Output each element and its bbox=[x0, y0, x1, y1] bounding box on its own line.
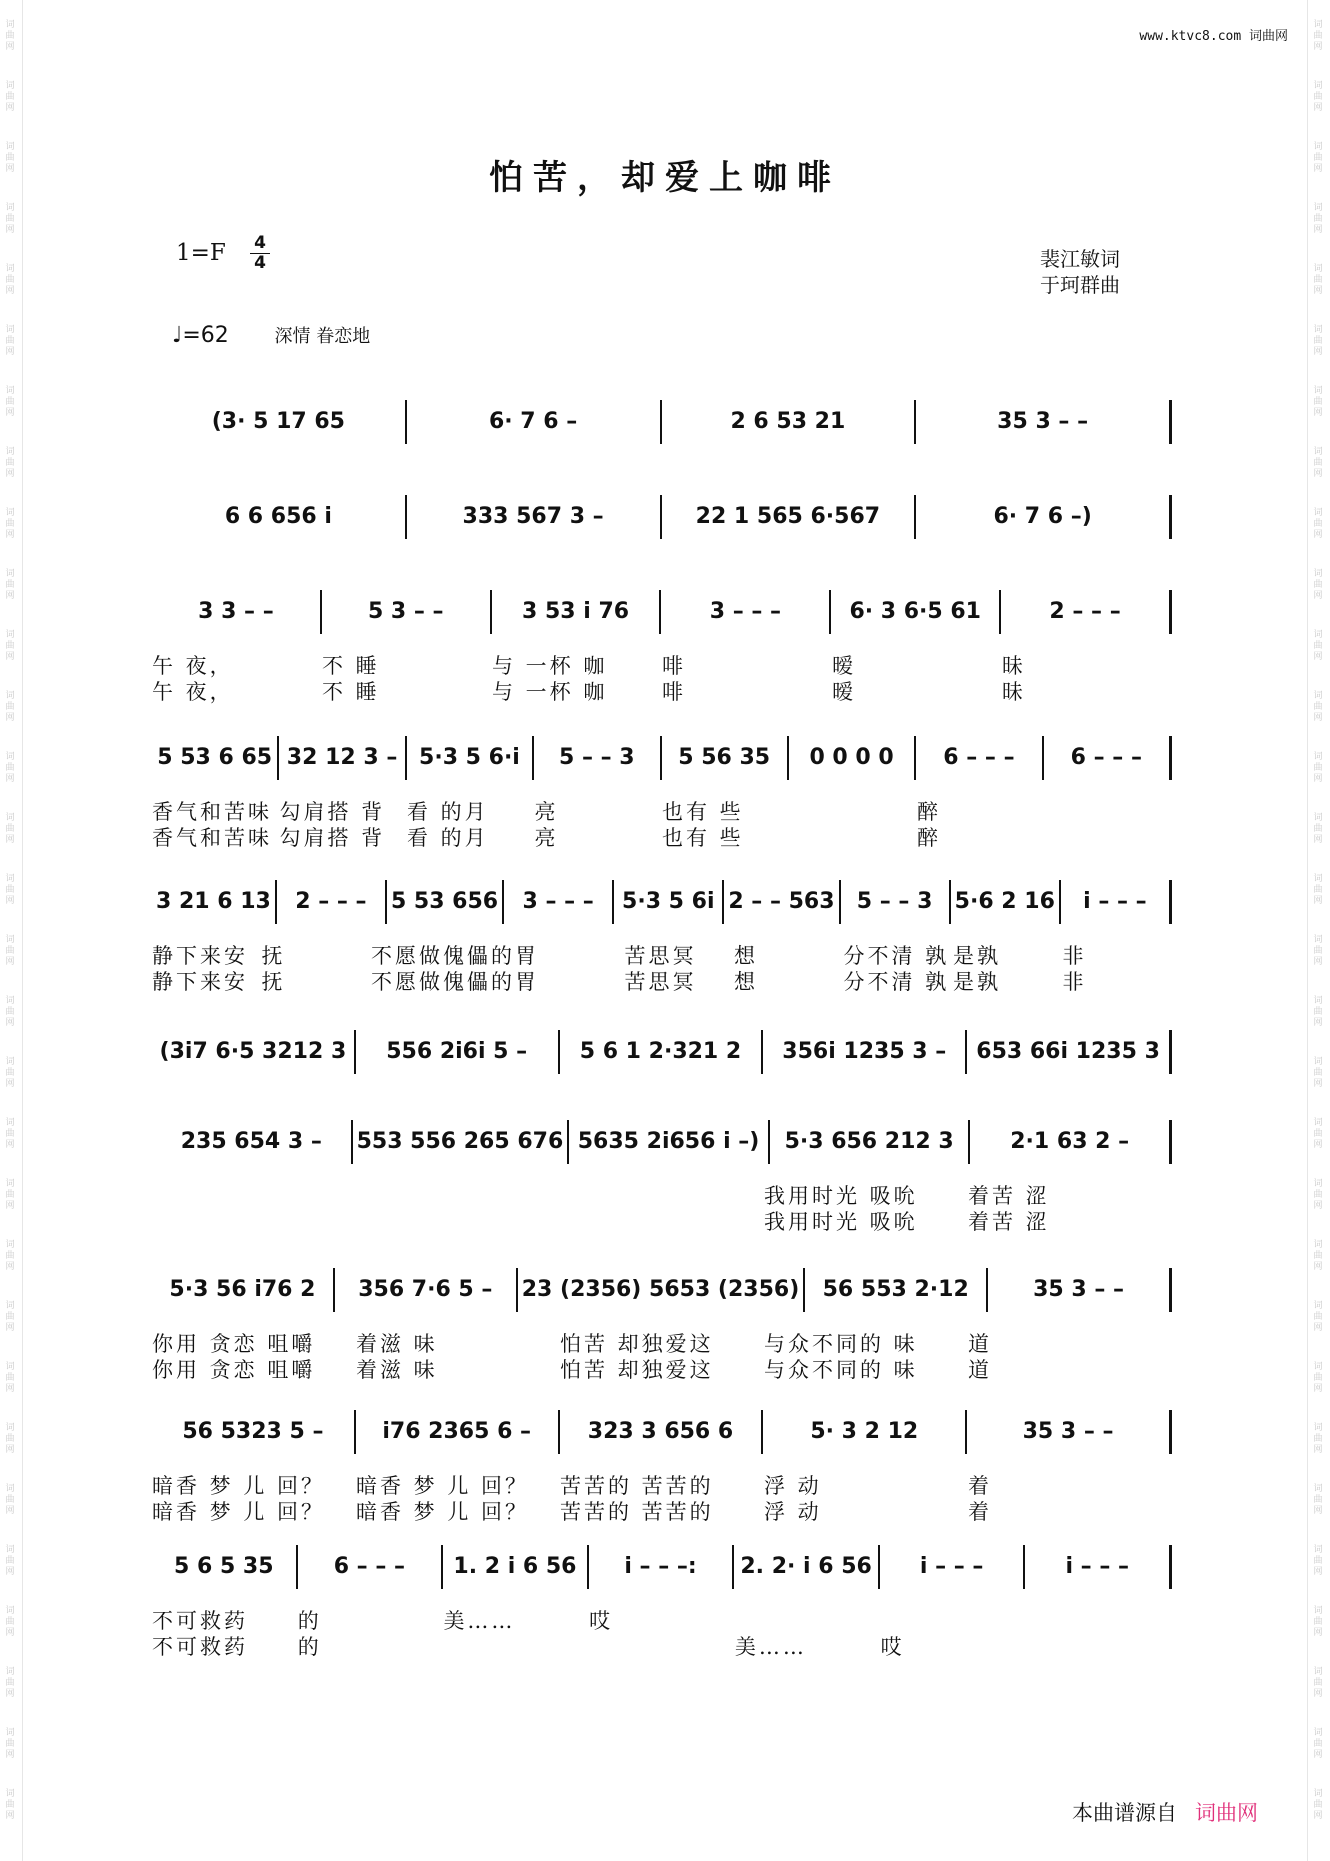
lyric-segment: 不愿做傀儡的 bbox=[371, 970, 515, 994]
lyric-segment: 分不清 孰 bbox=[843, 944, 950, 968]
watermark-text: 词曲网 bbox=[1313, 813, 1323, 845]
lyric-segment: 你用 贪恋 咀嚼 bbox=[152, 1332, 316, 1356]
measure: 356i 1235 3 – bbox=[763, 1030, 967, 1074]
measure: 2 – – 563 bbox=[724, 880, 840, 924]
lyric-line bbox=[152, 1496, 1172, 1526]
measure: 5 – – 3 bbox=[534, 736, 661, 780]
lyric-segment: 你用 贪恋 咀嚼 bbox=[152, 1358, 316, 1382]
measure: i – – – bbox=[880, 1545, 1026, 1589]
watermark-text: 词曲网 bbox=[1313, 1667, 1323, 1699]
watermark-text: 词曲网 bbox=[1313, 1423, 1323, 1455]
lyric-segment: 非 bbox=[1062, 970, 1087, 994]
lyric-segment: 亮 bbox=[534, 826, 559, 850]
source-footer bbox=[1072, 1797, 1258, 1827]
expression-text: 深情 眷恋地 bbox=[274, 326, 371, 347]
watermark-text: 词曲网 bbox=[5, 1301, 15, 1333]
lyric-segment: 我用时光 吸吮 bbox=[764, 1210, 918, 1234]
lyric-segment: 勾肩搭 背 bbox=[279, 826, 386, 850]
watermark-text: 词曲网 bbox=[1313, 1240, 1323, 1272]
measure: (3· 5 17 65 bbox=[152, 400, 407, 444]
measure: 5·3 656 212 3 bbox=[770, 1120, 971, 1164]
watermark-text: 词曲网 bbox=[5, 752, 15, 784]
measure: 5 53 656 bbox=[387, 880, 504, 924]
lyric-segment: 抚 bbox=[261, 970, 286, 994]
measure: 5·6 2 16 bbox=[951, 880, 1061, 924]
watermark-text: 词曲网 bbox=[5, 1484, 15, 1516]
lyric-segment: 静下来安 bbox=[152, 944, 248, 968]
measure: i – – – bbox=[1025, 1545, 1172, 1589]
lyric-segment: 亮 bbox=[534, 800, 559, 824]
lyric-segment: 怕苦 却独爱这 bbox=[560, 1358, 714, 1382]
watermark-text: 词曲网 bbox=[1313, 20, 1323, 52]
measure: 1. 2 i 6 56 bbox=[443, 1545, 589, 1589]
watermark-text: 词曲网 bbox=[5, 569, 15, 601]
score-line bbox=[152, 1120, 1172, 1164]
measure: 5 56 35 bbox=[662, 736, 789, 780]
watermark-text: 词曲网 bbox=[5, 1057, 15, 1089]
time-sig-top: 4 bbox=[254, 233, 266, 253]
lyric-segment bbox=[560, 1206, 764, 1236]
lyric-segment: 着滋 味 bbox=[356, 1358, 438, 1382]
measure: 6 – – – bbox=[298, 1545, 444, 1589]
watermark-text: 词曲网 bbox=[1313, 874, 1323, 906]
measure: 2 6 53 21 bbox=[662, 400, 917, 444]
watermark-text: 词曲网 bbox=[5, 874, 15, 906]
watermark-text: 词曲网 bbox=[1313, 1179, 1323, 1211]
lyric-segment: 也有 些 bbox=[662, 800, 744, 824]
measure: 2. 2· i 6 56 bbox=[734, 1545, 880, 1589]
measure: (3i7 6·5 3212 3 bbox=[152, 1030, 356, 1074]
lyric-segment: 分不清 孰 bbox=[843, 970, 950, 994]
measure: 6 – – – bbox=[1044, 736, 1172, 780]
lyric-segment: 道 bbox=[968, 1332, 992, 1356]
lyric-line bbox=[152, 1631, 1172, 1661]
measure: 5 6 1 2·321 2 bbox=[560, 1030, 764, 1074]
watermark-text: 词曲网 bbox=[1313, 1118, 1323, 1150]
lyric-segment: 着苦 涩 bbox=[968, 1210, 1050, 1234]
lyric-segment: 暗香 梦 儿 回？ bbox=[356, 1474, 530, 1498]
lyric-segment: 想 bbox=[734, 970, 758, 994]
watermark-text: 词曲网 bbox=[5, 386, 15, 418]
lyric-segment: 抚 bbox=[261, 944, 286, 968]
score-line bbox=[152, 590, 1172, 634]
lyric-segment: 怕苦 却独爱这 bbox=[560, 1332, 714, 1356]
lyric-segment: 暗香 梦 儿 回？ bbox=[152, 1500, 326, 1524]
lyric-segment: 啡 bbox=[662, 654, 686, 678]
lyric-segment: 浮 动 bbox=[764, 1500, 822, 1524]
measure: 3 3 – – bbox=[152, 590, 322, 634]
measure: 5·3 5 6i bbox=[614, 880, 724, 924]
watermark-text: 词曲网 bbox=[1313, 996, 1323, 1028]
lyric-segment: 不愿做傀儡的 bbox=[371, 944, 515, 968]
watermark-text: 词曲网 bbox=[1313, 1057, 1323, 1089]
lyric-segment: 午 夜， bbox=[152, 654, 234, 678]
measure: i – – – bbox=[1061, 880, 1172, 924]
watermark-text: 词曲网 bbox=[5, 813, 15, 845]
watermark-text: 词曲网 bbox=[1313, 386, 1323, 418]
score-line bbox=[152, 495, 1172, 539]
watermark-text: 词曲网 bbox=[1313, 325, 1323, 357]
lyric-line bbox=[152, 676, 1172, 706]
lyric-segment: 着苦 涩 bbox=[968, 1184, 1050, 1208]
lyric-segment: 苦苦的 苦苦的 bbox=[560, 1474, 714, 1498]
site-url: www.ktvc8.com 词曲网 bbox=[1139, 29, 1288, 44]
lyric-segment: 苦苦的 苦苦的 bbox=[560, 1500, 714, 1524]
measure: 653 66i 1235 3 bbox=[967, 1030, 1172, 1074]
measure: 2 – – – bbox=[1001, 590, 1172, 634]
tempo-value: ♩=62 bbox=[172, 323, 229, 348]
watermark-text: 词曲网 bbox=[5, 1545, 15, 1577]
composer-credit: 于珂群曲 bbox=[1040, 273, 1120, 297]
measure: 35 3 – – bbox=[916, 400, 1172, 444]
lyric-segment: 是孰 bbox=[953, 970, 1001, 994]
watermark-text: 词曲网 bbox=[1313, 1484, 1323, 1516]
watermark-text: 词曲网 bbox=[1313, 569, 1323, 601]
measure: 6 – – – bbox=[916, 736, 1043, 780]
watermark-text: 词曲网 bbox=[1313, 1728, 1323, 1760]
lyric-segment: 胃 bbox=[515, 944, 539, 968]
lyric-segment bbox=[356, 1206, 560, 1236]
measure: 23 (2356) 5653 (2356) bbox=[518, 1268, 806, 1312]
lyric-segment: 哎 bbox=[589, 1609, 614, 1633]
watermark-text: 词曲网 bbox=[1313, 1606, 1323, 1638]
measure: 6· 7 6 –) bbox=[916, 495, 1172, 539]
lyric-segment: 静下来安 bbox=[152, 970, 248, 994]
lyric-segment bbox=[1026, 1631, 1172, 1661]
lyric-segment bbox=[790, 822, 918, 852]
measure: 32 12 3 – bbox=[279, 736, 406, 780]
time-signature bbox=[250, 235, 270, 272]
watermark-text: 词曲网 bbox=[5, 447, 15, 479]
measure: 56 5323 5 – bbox=[152, 1410, 356, 1454]
watermark-text: 词曲网 bbox=[5, 325, 15, 357]
measure: i76 2365 6 – bbox=[356, 1410, 560, 1454]
lyric-segment: 的 bbox=[297, 1609, 322, 1633]
watermark-text: 词曲网 bbox=[1313, 1362, 1323, 1394]
measure: 553 556 265 676 bbox=[353, 1120, 570, 1164]
watermark-text: 词曲网 bbox=[5, 1423, 15, 1455]
lyric-segment: 不 睡 bbox=[322, 654, 380, 678]
watermark-text: 词曲网 bbox=[5, 81, 15, 113]
watermark-text: 词曲网 bbox=[5, 1118, 15, 1150]
measure: 235 654 3 – bbox=[152, 1120, 353, 1164]
lyric-segment: 苦思冥 bbox=[624, 970, 697, 994]
watermark-text: 词曲网 bbox=[1313, 142, 1323, 174]
lyric-segment bbox=[443, 1631, 589, 1661]
watermark-text: 词曲网 bbox=[5, 1728, 15, 1760]
lyric-segment: 苦思冥 bbox=[624, 944, 697, 968]
lyric-segment: 暗香 梦 儿 回？ bbox=[152, 1474, 326, 1498]
right-watermark-strip bbox=[1307, 0, 1330, 1861]
watermark-text: 词曲网 bbox=[1313, 203, 1323, 235]
measure: 3 53 i 76 bbox=[492, 590, 662, 634]
watermark-text: 词曲网 bbox=[5, 691, 15, 723]
watermark-text: 词曲网 bbox=[1313, 508, 1323, 540]
score-line bbox=[152, 1545, 1172, 1589]
lyric-segment: 我用时光 吸吮 bbox=[764, 1184, 918, 1208]
measure: 6 6 656 i bbox=[152, 495, 407, 539]
lyric-line bbox=[152, 1354, 1172, 1384]
source-label: 本曲谱源自 bbox=[1072, 1801, 1177, 1825]
watermark-text: 词曲网 bbox=[5, 1606, 15, 1638]
measure: 2 – – – bbox=[277, 880, 387, 924]
lyric-segment: 醉 bbox=[917, 800, 941, 824]
lyric-segment bbox=[152, 1206, 356, 1236]
measure: 22 1 565 6·567 bbox=[662, 495, 917, 539]
lyric-segment: 与 一杯 咖 bbox=[492, 654, 608, 678]
measure: 5 6 5 35 bbox=[152, 1545, 298, 1589]
watermark-text: 词曲网 bbox=[5, 630, 15, 662]
watermark-text: 词曲网 bbox=[5, 996, 15, 1028]
measure: 0 0 0 0 bbox=[789, 736, 916, 780]
left-watermark-strip bbox=[0, 0, 23, 1861]
page-title: 怕苦，却爱上咖啡 bbox=[489, 158, 841, 198]
lyric-segment: 不可救药 bbox=[152, 1609, 248, 1633]
watermark-text: 词曲网 bbox=[1313, 1545, 1323, 1577]
lyric-segment: 香气和苦味 bbox=[152, 800, 272, 824]
lyric-segment: 的 bbox=[297, 1635, 322, 1659]
score-line bbox=[152, 1268, 1172, 1312]
lyric-segment: 美…… bbox=[734, 1635, 807, 1659]
lyric-segment: 与众不同的 味 bbox=[764, 1358, 918, 1382]
watermark-text: 词曲网 bbox=[5, 20, 15, 52]
watermark-text: 词曲网 bbox=[1313, 935, 1323, 967]
lyric-segment: 非 bbox=[1062, 944, 1087, 968]
measure: 556 2i6i 5 – bbox=[356, 1030, 560, 1074]
measure: 2·1 63 2 – bbox=[970, 1120, 1172, 1164]
credits bbox=[1040, 246, 1120, 298]
lyric-segment: 昧 bbox=[1002, 654, 1026, 678]
lyric-segment: 想 bbox=[734, 944, 758, 968]
watermark-text: 词曲网 bbox=[1313, 752, 1323, 784]
measure: 323 3 656 6 bbox=[560, 1410, 764, 1454]
lyric-line bbox=[152, 1206, 1172, 1236]
lyric-segment: 道 bbox=[968, 1358, 992, 1382]
measure: 3 – – – bbox=[661, 590, 831, 634]
lyric-segment: 暗香 梦 儿 回？ bbox=[356, 1500, 530, 1524]
time-sig-bottom: 4 bbox=[254, 253, 266, 273]
watermark-text: 词曲网 bbox=[5, 203, 15, 235]
measure: 5·3 5 6·i bbox=[407, 736, 534, 780]
lyric-segment: 看 的月 bbox=[407, 800, 489, 824]
lyric-segment: 不 睡 bbox=[322, 680, 380, 704]
key-signature: 1=F bbox=[176, 240, 226, 266]
lyric-segment: 着 bbox=[968, 1500, 992, 1524]
lyricist-credit: 裴江敏词 bbox=[1040, 247, 1120, 271]
lyric-segment: 暧 bbox=[832, 654, 856, 678]
measure: 5· 3 2 12 bbox=[763, 1410, 967, 1454]
lyric-line bbox=[152, 822, 1172, 852]
measure: 5·3 56 i76 2 bbox=[152, 1268, 335, 1312]
lyric-segment: 着 bbox=[968, 1474, 992, 1498]
watermark-text: 词曲网 bbox=[1313, 81, 1323, 113]
watermark-text: 词曲网 bbox=[5, 1789, 15, 1821]
measure: 5635 2i656 i –) bbox=[569, 1120, 770, 1164]
watermark-text: 词曲网 bbox=[5, 508, 15, 540]
measure: 356 7·6 5 – bbox=[335, 1268, 518, 1312]
lyric-segment: 美…… bbox=[443, 1609, 516, 1633]
measure: 35 3 – – bbox=[988, 1268, 1172, 1312]
lyric-segment: 看 的月 bbox=[407, 826, 489, 850]
measure: 6· 7 6 – bbox=[407, 400, 662, 444]
measure: 333 567 3 – bbox=[407, 495, 662, 539]
tempo-marking bbox=[172, 322, 370, 348]
lyric-segment: 暧 bbox=[832, 680, 856, 704]
lyric-line bbox=[152, 966, 1172, 996]
lyric-segment: 香气和苦味 bbox=[152, 826, 272, 850]
lyric-segment: 昧 bbox=[1002, 680, 1026, 704]
lyric-segment: 哎 bbox=[880, 1635, 905, 1659]
watermark-text: 词曲网 bbox=[1313, 1789, 1323, 1821]
measure: 5 – – 3 bbox=[841, 880, 951, 924]
measure: 5 3 – – bbox=[322, 590, 492, 634]
lyric-segment: 醉 bbox=[917, 826, 941, 850]
measure: 35 3 – – bbox=[967, 1410, 1172, 1454]
lyric-segment: 浮 动 bbox=[764, 1474, 822, 1498]
lyric-segment bbox=[1045, 822, 1173, 852]
lyric-segment: 不可救药 bbox=[152, 1635, 248, 1659]
watermark-text: 词曲网 bbox=[5, 1179, 15, 1211]
score-line bbox=[152, 1030, 1172, 1074]
watermark-text: 词曲网 bbox=[5, 1240, 15, 1272]
measure: 56 553 2·12 bbox=[805, 1268, 988, 1312]
lyric-segment: 与众不同的 味 bbox=[764, 1332, 918, 1356]
watermark-text: 词曲网 bbox=[5, 935, 15, 967]
lyric-segment: 是孰 bbox=[953, 944, 1001, 968]
score-line bbox=[152, 400, 1172, 444]
lyric-segment: 午 夜， bbox=[152, 680, 234, 704]
watermark-text: 词曲网 bbox=[5, 264, 15, 296]
measure: 3 21 6 13 bbox=[152, 880, 277, 924]
watermark-text: 词曲网 bbox=[1313, 630, 1323, 662]
score-line bbox=[152, 1410, 1172, 1454]
measure: i – – –: bbox=[589, 1545, 735, 1589]
score-line bbox=[152, 736, 1172, 780]
score-line bbox=[152, 880, 1172, 924]
lyric-segment: 着滋 味 bbox=[356, 1332, 438, 1356]
lyric-segment: 与 一杯 咖 bbox=[492, 680, 608, 704]
lyric-segment: 啡 bbox=[662, 680, 686, 704]
measure: 6· 3 6·5 61 bbox=[831, 590, 1001, 634]
lyric-segment: 勾肩搭 背 bbox=[279, 800, 386, 824]
measure: 5 53 6 65 bbox=[152, 736, 279, 780]
lyric-segment: 胃 bbox=[515, 970, 539, 994]
watermark-text: 词曲网 bbox=[1313, 691, 1323, 723]
measure: 3 – – – bbox=[504, 880, 614, 924]
watermark-text: 词曲网 bbox=[5, 1362, 15, 1394]
watermark-text: 词曲网 bbox=[1313, 447, 1323, 479]
watermark-text: 词曲网 bbox=[5, 142, 15, 174]
source-brand: 词曲网 bbox=[1195, 1801, 1258, 1825]
lyric-segment bbox=[589, 1631, 735, 1661]
watermark-text: 词曲网 bbox=[1313, 1301, 1323, 1333]
watermark-text: 词曲网 bbox=[1313, 264, 1323, 296]
lyric-segment: 也有 些 bbox=[662, 826, 744, 850]
watermark-text: 词曲网 bbox=[5, 1667, 15, 1699]
